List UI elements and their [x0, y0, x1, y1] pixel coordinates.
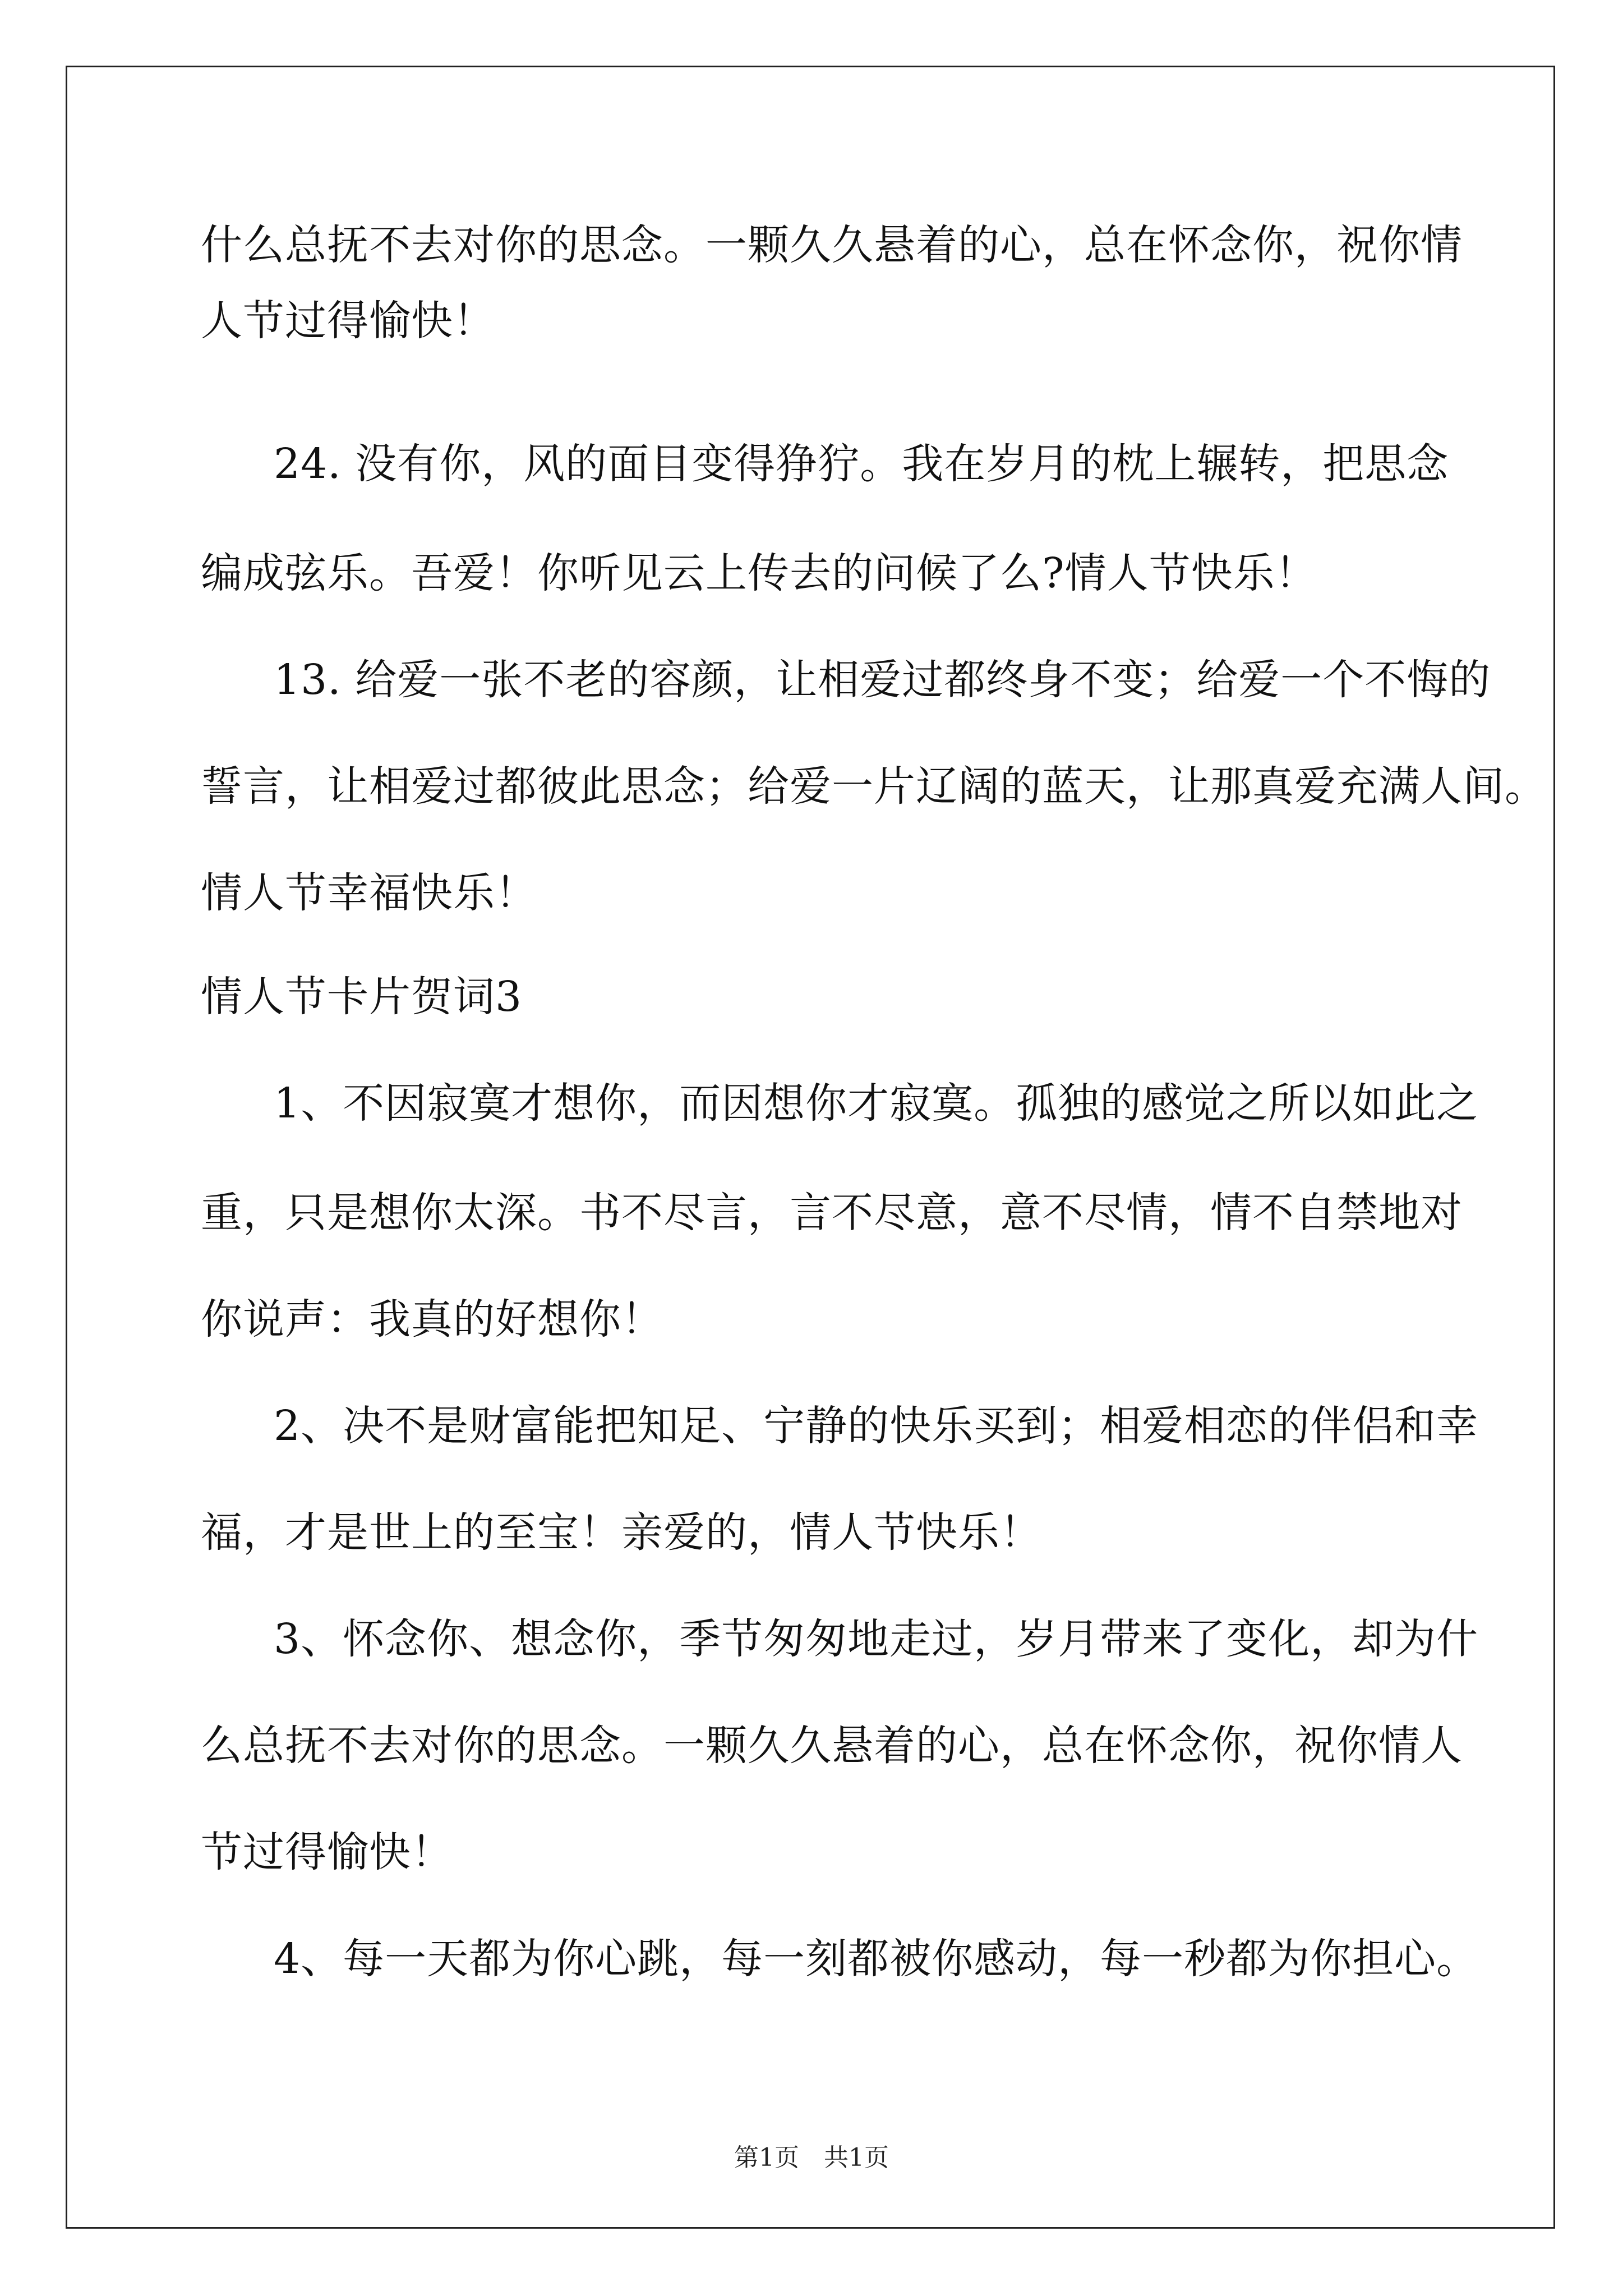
text-line: 节过得愉快！ — [201, 1828, 453, 1876]
text-line: 么总抚不去对你的思念。一颗久久悬着的心，总在怀念你，祝你情人 — [201, 1722, 1463, 1770]
text-line: 什么总抚不去对你的思念。一颗久久悬着的心，总在怀念你，祝你情 — [201, 221, 1463, 269]
text-line: 福，才是世上的至宝！亲爱的，情人节快乐！ — [201, 1508, 1042, 1557]
paragraph-3-line: 3、怀念你、想念你，季节匆匆地走过，岁月带来了变化，却为什 — [274, 1615, 1479, 1663]
text-line: 人节过得愉快！ — [201, 297, 495, 345]
section-heading: 情人节卡片贺词3 — [201, 973, 523, 1021]
text-line: 情人节幸福快乐！ — [201, 869, 537, 917]
paragraph-24-line: 24. 没有你，风的面目变得狰狞。我在岁月的枕上辗转，把思念 — [274, 440, 1449, 488]
paragraph-1-line: 1、不因寂寞才想你，而因想你才寂寞。孤独的感觉之所以如此之 — [274, 1079, 1479, 1128]
paragraph-2-line: 2、决不是财富能把知足、宁静的快乐买到；相爱相恋的伴侣和幸 — [274, 1402, 1479, 1450]
paragraph-4-line: 4、每一天都为你心跳，每一刻都被你感动，每一秒都为你担心。 — [274, 1935, 1479, 1983]
text-line: 编成弦乐。吾爱！你听见云上传去的问候了么?情人节快乐！ — [201, 549, 1317, 597]
text-line: 重，只是想你太深。书不尽言，言不尽意，意不尽情，情不自禁地对 — [201, 1189, 1463, 1237]
text-line: 你说声：我真的好想你！ — [201, 1295, 663, 1343]
page-number-footer: 第1页 共1页 — [734, 2143, 889, 2172]
page-frame — [66, 66, 1555, 2229]
text-line: 誓言，让相爱过都彼此思念；给爱一片辽阔的蓝天，让那真爱充满人间。 — [201, 762, 1547, 811]
paragraph-13-line: 13. 给爱一张不老的容颜，让相爱过都终身不变；给爱一个不悔的 — [274, 656, 1491, 704]
